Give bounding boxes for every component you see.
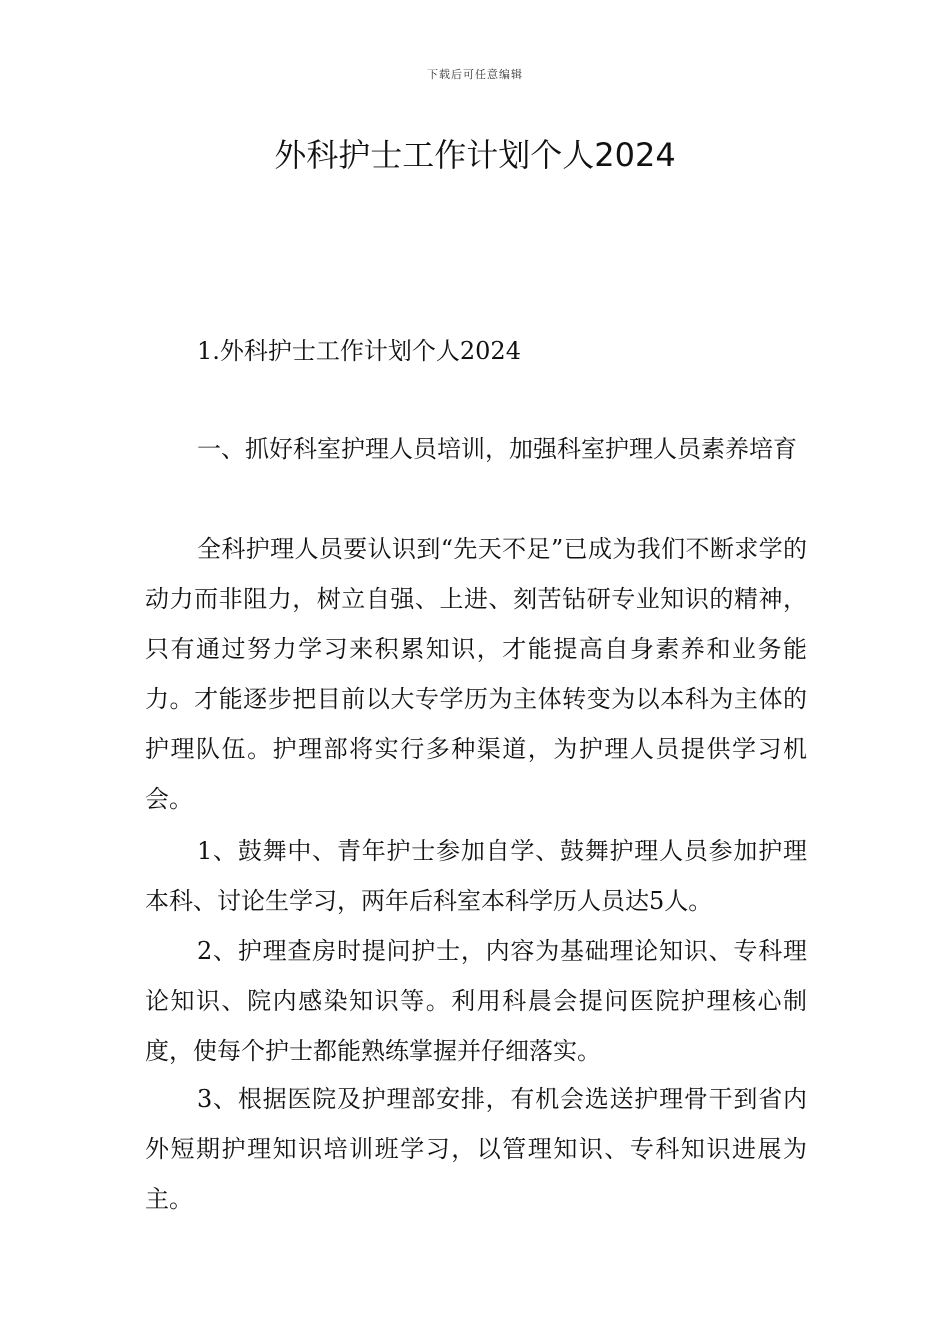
header-note: 下载后可任意编辑 [427,68,523,81]
body-paragraph: 全科护理人员要认识到“先天不足”已成为我们不断求学的动力而非阻力，树立自强、上进、刻苦钻研专业知识的精神，只有通过努力学习来积累知识，才能提高自身素养和业务能力。才能逐步把目前以大专学历为主体转变为以本科为主体的护理队伍。护理部将实行多种渠道，为护理人员提供学习机会。 [145,535,807,813]
list-item-2: 2、护理查房时提问护士，内容为基础理论知识、专科理论知识、院内感染知识等。利用科晨会提问医院护理核心制度，使每个护士都能熟练掌握并仔细落实。 [145,937,807,1065]
list-item-3: 3、根据医院及护理部安排，有机会选送护理骨干到省内外短期护理知识培训班学习，以管理知识、专科知识进展为主。 [145,1085,807,1213]
section-heading: 一、抓好科室护理人员培训，加强科室护理人员素养培育 [197,435,797,463]
document-subheading: 1.外科护士工作计划个人2024 [197,337,521,365]
list-item-1: 1、鼓舞中、青年护士参加自学、鼓舞护理人员参加护理本科、讨论生学习，两年后科室本科学历人员达5人。 [145,837,807,915]
document-title: 外科护士工作计划个人2024 [274,136,676,174]
